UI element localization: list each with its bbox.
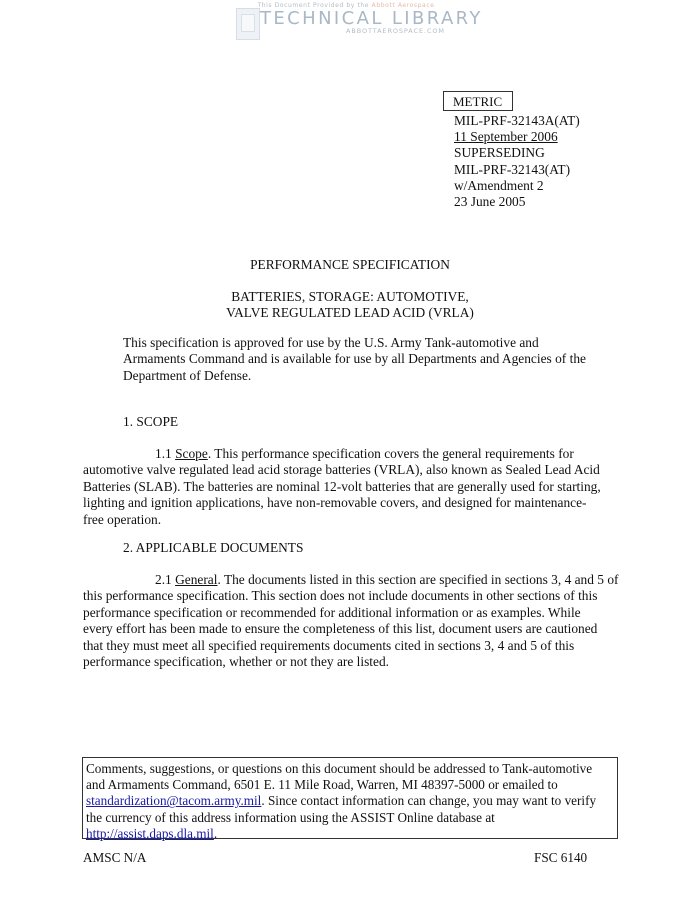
paragraph-line: that they must meet all specified requirements documents cited in sections 3, 4 and 5 of this <box>83 637 575 653</box>
paragraph-scope <box>83 446 601 528</box>
title-line-1: BATTERIES, STORAGE: AUTOMOTIVE, <box>231 289 469 304</box>
paragraph-line: lighting and ignition applications, have non-removable covers, and designed for maintenance- <box>83 495 587 511</box>
paragraph-number: 2.1 <box>155 572 176 587</box>
comments-box <box>82 757 618 839</box>
assist-url-link[interactable]: http://assist.daps.dla.mil <box>86 825 214 841</box>
watermark-brand: Abbott Aerospace <box>371 2 435 9</box>
approval-statement <box>123 335 586 384</box>
section-heading-scope: 1. SCOPE <box>123 414 179 429</box>
superseding-label: SUPERSEDING <box>454 145 545 161</box>
paragraph-text: . The documents listed in this section are specified in sections 3, 4 and 5 of <box>217 572 619 587</box>
title-line-2: VALVE REGULATED LEAD ACID (VRLA) <box>226 305 474 320</box>
doc-date: 11 September 2006 <box>454 129 558 145</box>
paragraph-general <box>83 572 619 670</box>
watermark-prefix: This Document Provided by the <box>257 2 370 9</box>
approval-line: Department of Defense. <box>123 367 252 383</box>
paragraph-first-line <box>83 446 601 462</box>
metric-badge: METRIC <box>443 91 513 111</box>
document-stack-icon <box>236 8 260 40</box>
paragraph-title: General <box>175 572 218 587</box>
comments-line <box>86 826 617 842</box>
amendment: w/Amendment 2 <box>454 177 544 193</box>
comments-line: Comments, suggestions, or questions on this document should be addressed to Tank-automotive <box>86 761 593 776</box>
paragraph-first-line <box>83 572 619 588</box>
watermark-site: ABBOTTAEROSPACE.COM <box>346 27 445 35</box>
paragraph-title: Scope <box>175 446 208 461</box>
document-identifier-block <box>454 113 580 210</box>
fsc-label: FSC 6140 <box>534 850 588 865</box>
paragraph-line: performance specification or recommended for additional information or as examples. While <box>83 604 581 620</box>
superseded-date: 23 June 2005 <box>454 194 526 210</box>
section-heading-applicable-documents: 2. APPLICABLE DOCUMENTS <box>123 540 304 555</box>
paragraph-number: 1.1 <box>155 446 176 461</box>
approval-line: Armaments Command and is available for use by all Departments and Agencies of the <box>123 351 586 367</box>
comments-line: and Armaments Command, 6501 E. 11 Mile Road, Warren, MI 48397-5000 or emailed to <box>86 777 558 793</box>
paragraph-text: . This performance specification covers the general requirements for <box>207 446 574 461</box>
paragraph-line: every effort has been made to ensure the completeness of this list, document users are cautioned <box>83 621 598 637</box>
watermark <box>236 2 483 44</box>
paragraph-line: Batteries (SLAB). The batteries are nominal 12-volt batteries that are generally used for starting, <box>83 478 601 494</box>
comments-line <box>86 793 617 809</box>
comments-line: the currency of this address information using the ASSIST Online database at <box>86 809 495 825</box>
paragraph-line: free operation. <box>83 511 162 527</box>
paragraph-line: this performance specification. This section does not include documents in other sections of this <box>83 588 598 604</box>
superseded-doc: MIL-PRF-32143(AT) <box>454 161 571 177</box>
watermark-title: TECHNICAL LIBRARY <box>260 8 483 29</box>
spec-type-heading: PERFORMANCE SPECIFICATION <box>250 257 450 272</box>
comments-text: . <box>213 825 218 841</box>
approval-line: This specification is approved for use by the U.S. Army Tank-automotive and <box>123 335 539 350</box>
comments-text: . Since contact information can change, you may want to verify <box>261 793 597 809</box>
paragraph-line: performance specification, whether or not they are listed. <box>83 654 389 670</box>
doc-number: MIL-PRF-32143A(AT) <box>454 113 580 128</box>
email-link[interactable]: standardization@tacom.army.mil <box>86 793 262 809</box>
amsc-label: AMSC N/A <box>83 850 147 865</box>
paragraph-line: automotive valve regulated lead acid storage batteries (VRLA), also known as Sealed Lead Acid <box>83 462 600 478</box>
